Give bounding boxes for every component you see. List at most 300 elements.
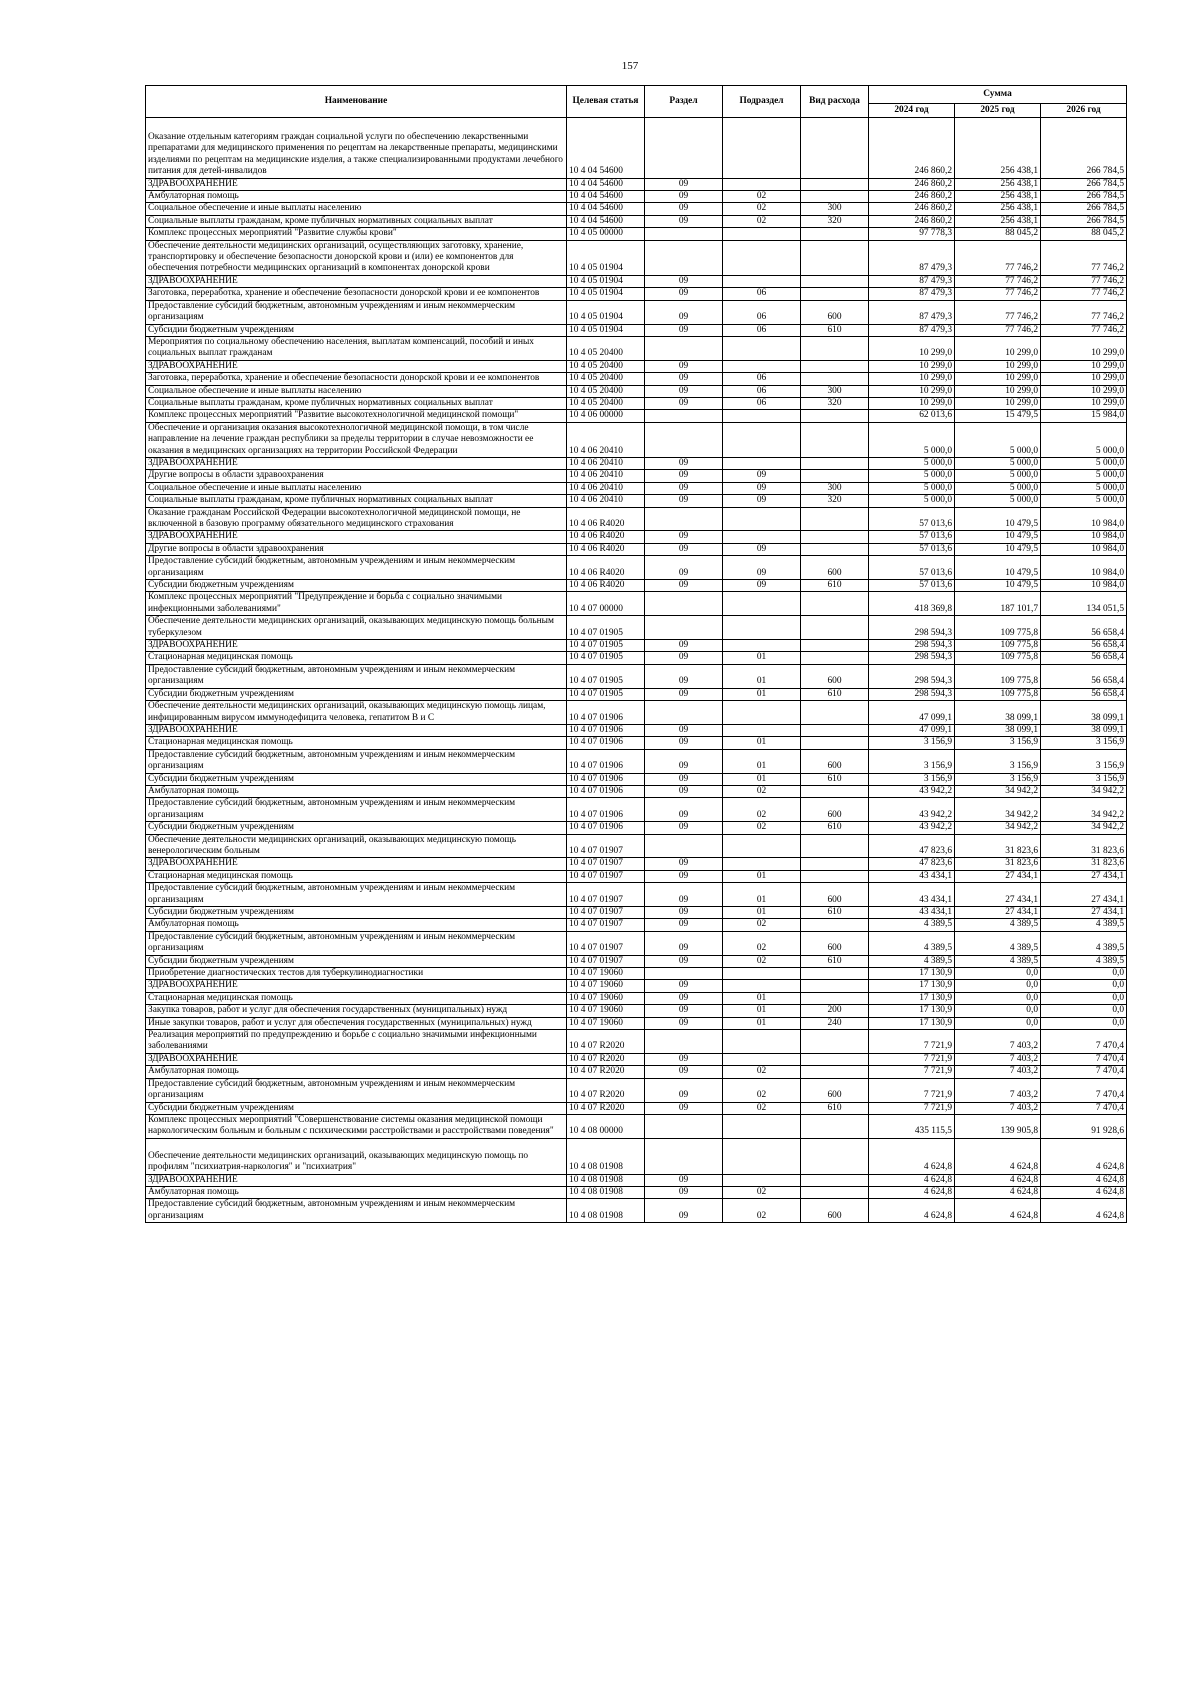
cell-name: ЗДРАВООХРАНЕНИЕ [146, 360, 567, 372]
cell-name: Амбулаторная помощь [146, 785, 567, 797]
cell-section: 09 [645, 470, 723, 482]
cell-subsection: 01 [723, 737, 801, 749]
cell-expense-type: 200 [801, 1005, 869, 1017]
cell-name: Заготовка, переработка, хранение и обеспечение безопасности донорской крови и ее компонентов [146, 373, 567, 385]
cell-sum-2026: 56 658,4 [1041, 640, 1127, 652]
cell-sum-2025: 3 156,9 [955, 737, 1041, 749]
cell-expense-type [801, 968, 869, 980]
cell-subsection: 09 [723, 543, 801, 555]
cell-target-code: 10 4 06 20410 [567, 470, 645, 482]
cell-sum-2025: 31 823,6 [955, 834, 1041, 858]
cell-expense-type: 610 [801, 822, 869, 834]
cell-expense-type [801, 275, 869, 287]
cell-sum-2026: 77 746,2 [1041, 300, 1127, 324]
cell-name: Стационарная медицинская помощь [146, 870, 567, 882]
cell-sum-2025: 34 942,2 [955, 785, 1041, 797]
cell-sum-2026: 56 658,4 [1041, 688, 1127, 700]
cell-expense-type: 600 [801, 556, 869, 580]
cell-subsection [723, 228, 801, 240]
cell-subsection: 06 [723, 300, 801, 324]
cell-name: Комплекс процессных мероприятий "Развитие службы крови" [146, 228, 567, 240]
cell-sum-2026: 0,0 [1041, 968, 1127, 980]
cell-sum-2026: 7 470,4 [1041, 1053, 1127, 1065]
cell-target-code: 10 4 07 01907 [567, 955, 645, 967]
cell-expense-type: 240 [801, 1017, 869, 1029]
cell-section: 09 [645, 191, 723, 203]
cell-section: 09 [645, 737, 723, 749]
header-2026: 2026 год [1041, 104, 1127, 118]
cell-sum-2024: 298 594,3 [869, 688, 955, 700]
cell-sum-2025: 38 099,1 [955, 701, 1041, 725]
cell-sum-2024: 57 013,6 [869, 580, 955, 592]
cell-sum-2026: 266 784,5 [1041, 203, 1127, 215]
cell-sum-2025: 187 101,7 [955, 592, 1041, 616]
cell-name: Заготовка, переработка, хранение и обеспечение безопасности донорской крови и ее компонентов [146, 288, 567, 300]
cell-target-code: 10 4 06 R4020 [567, 507, 645, 531]
cell-target-code: 10 4 07 R2020 [567, 1030, 645, 1054]
cell-sum-2024: 87 479,3 [869, 288, 955, 300]
cell-name: ЗДРАВООХРАНЕНИЕ [146, 275, 567, 287]
table-row [146, 907, 1127, 919]
cell-subsection [723, 410, 801, 422]
cell-subsection [723, 980, 801, 992]
cell-section [645, 834, 723, 858]
cell-sum-2024: 7 721,9 [869, 1066, 955, 1078]
cell-sum-2026: 5 000,0 [1041, 482, 1127, 494]
cell-sum-2025: 4 624,8 [955, 1199, 1041, 1223]
cell-subsection: 01 [723, 652, 801, 664]
cell-expense-type: 600 [801, 300, 869, 324]
cell-section [645, 507, 723, 531]
cell-subsection: 01 [723, 1017, 801, 1029]
cell-expense-type [801, 1114, 869, 1138]
cell-expense-type [801, 336, 869, 360]
cell-sum-2026: 134 051,5 [1041, 592, 1127, 616]
cell-name: Субсидии бюджетным учреждениям [146, 688, 567, 700]
cell-section: 09 [645, 1017, 723, 1029]
cell-target-code: 10 4 05 20400 [567, 385, 645, 397]
cell-name: Закупка товаров, работ и услуг для обеспечения государственных (муниципальных) нужд [146, 1005, 567, 1017]
cell-sum-2026: 88 045,2 [1041, 228, 1127, 240]
cell-sum-2026: 10 299,0 [1041, 397, 1127, 409]
cell-expense-type [801, 737, 869, 749]
cell-sum-2025: 0,0 [955, 1005, 1041, 1017]
cell-name: Обеспечение деятельности медицинских организаций, оказывающих медицинскую помощь по профилям "психиатрия-наркология" и "психиатрия" [146, 1138, 567, 1174]
cell-sum-2024: 57 013,6 [869, 531, 955, 543]
cell-sum-2026: 10 984,0 [1041, 580, 1127, 592]
cell-sum-2024: 7 721,9 [869, 1078, 955, 1102]
cell-sum-2025: 256 438,1 [955, 203, 1041, 215]
cell-target-code: 10 4 07 01905 [567, 688, 645, 700]
cell-section: 09 [645, 931, 723, 955]
cell-sum-2024: 435 115,5 [869, 1114, 955, 1138]
cell-section [645, 1138, 723, 1174]
cell-sum-2026: 3 156,9 [1041, 749, 1127, 773]
cell-subsection: 02 [723, 931, 801, 955]
cell-sum-2026: 4 624,8 [1041, 1199, 1127, 1223]
table-row [146, 543, 1127, 555]
cell-sum-2025: 4 389,5 [955, 955, 1041, 967]
cell-subsection: 09 [723, 495, 801, 507]
cell-sum-2025: 5 000,0 [955, 482, 1041, 494]
cell-sum-2024: 47 099,1 [869, 701, 955, 725]
cell-sum-2026: 10 984,0 [1041, 507, 1127, 531]
cell-expense-type [801, 288, 869, 300]
cell-sum-2024: 4 624,8 [869, 1174, 955, 1186]
table-row [146, 178, 1127, 190]
cell-sum-2024: 5 000,0 [869, 495, 955, 507]
table-row [146, 240, 1127, 275]
cell-section [645, 228, 723, 240]
cell-sum-2026: 38 099,1 [1041, 724, 1127, 736]
cell-sum-2025: 10 299,0 [955, 397, 1041, 409]
table-row [146, 385, 1127, 397]
table-row [146, 531, 1127, 543]
table-row [146, 203, 1127, 215]
cell-section [645, 118, 723, 179]
cell-expense-type [801, 1174, 869, 1186]
cell-sum-2025: 7 403,2 [955, 1053, 1041, 1065]
cell-sum-2025: 34 942,2 [955, 822, 1041, 834]
cell-sum-2026: 4 624,8 [1041, 1186, 1127, 1198]
table-row [146, 664, 1127, 688]
cell-target-code: 10 4 07 01905 [567, 616, 645, 640]
cell-target-code: 10 4 05 00000 [567, 228, 645, 240]
cell-sum-2026: 266 784,5 [1041, 215, 1127, 227]
cell-sum-2026: 7 470,4 [1041, 1078, 1127, 1102]
cell-sum-2025: 7 403,2 [955, 1030, 1041, 1054]
cell-expense-type: 320 [801, 397, 869, 409]
cell-sum-2025: 4 624,8 [955, 1186, 1041, 1198]
cell-target-code: 10 4 05 01904 [567, 288, 645, 300]
cell-sum-2026: 27 434,1 [1041, 870, 1127, 882]
cell-expense-type: 600 [801, 931, 869, 955]
cell-sum-2024: 7 721,9 [869, 1053, 955, 1065]
cell-sum-2025: 109 775,8 [955, 640, 1041, 652]
table-row [146, 919, 1127, 931]
cell-name: Обеспечение деятельности медицинских организаций, оказывающих медицинскую помощь венерологическим больным [146, 834, 567, 858]
table-row [146, 773, 1127, 785]
cell-sum-2024: 43 434,1 [869, 907, 955, 919]
cell-sum-2024: 298 594,3 [869, 616, 955, 640]
cell-subsection: 02 [723, 191, 801, 203]
cell-sum-2025: 109 775,8 [955, 688, 1041, 700]
cell-target-code: 10 4 07 01907 [567, 858, 645, 870]
cell-target-code: 10 4 07 19060 [567, 980, 645, 992]
cell-subsection [723, 360, 801, 372]
cell-target-code: 10 4 05 20400 [567, 336, 645, 360]
cell-target-code: 10 4 06 R4020 [567, 531, 645, 543]
table-row [146, 1066, 1127, 1078]
cell-expense-type [801, 543, 869, 555]
cell-subsection: 02 [723, 919, 801, 931]
cell-section: 09 [645, 580, 723, 592]
cell-sum-2026: 4 624,8 [1041, 1174, 1127, 1186]
cell-name: Мероприятия по социальному обеспечению населения, выплатам компенсаций, пособий и иных социальных выплат гражданам [146, 336, 567, 360]
cell-subsection [723, 858, 801, 870]
cell-target-code: 10 4 06 20410 [567, 457, 645, 469]
cell-subsection: 01 [723, 1005, 801, 1017]
cell-sum-2026: 77 746,2 [1041, 324, 1127, 336]
cell-target-code: 10 4 07 R2020 [567, 1066, 645, 1078]
cell-subsection: 02 [723, 1078, 801, 1102]
table-row [146, 360, 1127, 372]
cell-sum-2025: 109 775,8 [955, 616, 1041, 640]
table-row [146, 968, 1127, 980]
cell-section: 09 [645, 300, 723, 324]
table-row [146, 640, 1127, 652]
cell-section: 09 [645, 1005, 723, 1017]
cell-sum-2025: 10 479,5 [955, 531, 1041, 543]
cell-sum-2024: 298 594,3 [869, 652, 955, 664]
cell-sum-2026: 266 784,5 [1041, 178, 1127, 190]
cell-section [645, 592, 723, 616]
cell-sum-2025: 15 479,5 [955, 410, 1041, 422]
cell-name: Реализация мероприятий по предупреждению и борьбе с социально значимыми инфекционными заболеваниями [146, 1030, 567, 1054]
cell-sum-2025: 256 438,1 [955, 215, 1041, 227]
table-row [146, 1199, 1127, 1223]
cell-sum-2024: 246 860,2 [869, 203, 955, 215]
cell-expense-type: 300 [801, 203, 869, 215]
cell-sum-2024: 87 479,3 [869, 324, 955, 336]
table-row [146, 275, 1127, 287]
cell-section: 09 [645, 385, 723, 397]
cell-subsection [723, 1030, 801, 1054]
table-row [146, 470, 1127, 482]
cell-section [645, 240, 723, 275]
cell-subsection: 06 [723, 288, 801, 300]
cell-target-code: 10 4 07 00000 [567, 592, 645, 616]
cell-expense-type [801, 1066, 869, 1078]
cell-sum-2024: 246 860,2 [869, 178, 955, 190]
header-expense: Вид расхода [801, 86, 869, 118]
table-row [146, 1186, 1127, 1198]
cell-sum-2026: 4 389,5 [1041, 955, 1127, 967]
cell-name: Предоставление субсидий бюджетным, автономным учреждениям и иным некоммерческим организациям [146, 798, 567, 822]
cell-section: 09 [645, 724, 723, 736]
cell-name: Социальные выплаты гражданам, кроме публичных нормативных социальных выплат [146, 215, 567, 227]
cell-sum-2024: 246 860,2 [869, 118, 955, 179]
cell-sum-2026: 34 942,2 [1041, 822, 1127, 834]
cell-name: ЗДРАВООХРАНЕНИЕ [146, 858, 567, 870]
cell-section: 09 [645, 178, 723, 190]
cell-section: 09 [645, 955, 723, 967]
cell-target-code: 10 4 07 01907 [567, 883, 645, 907]
cell-subsection [723, 240, 801, 275]
table-body [146, 118, 1127, 1223]
cell-expense-type [801, 191, 869, 203]
table-row [146, 955, 1127, 967]
cell-subsection [723, 640, 801, 652]
cell-subsection: 06 [723, 373, 801, 385]
cell-subsection [723, 118, 801, 179]
cell-sum-2024: 43 942,2 [869, 798, 955, 822]
cell-section: 09 [645, 664, 723, 688]
cell-expense-type [801, 1030, 869, 1054]
cell-subsection [723, 1114, 801, 1138]
cell-sum-2025: 77 746,2 [955, 275, 1041, 287]
cell-name: Субсидии бюджетным учреждениям [146, 773, 567, 785]
table-row [146, 980, 1127, 992]
cell-sum-2026: 56 658,4 [1041, 616, 1127, 640]
table-row [146, 737, 1127, 749]
cell-sum-2024: 5 000,0 [869, 457, 955, 469]
table-row [146, 457, 1127, 469]
cell-sum-2026: 27 434,1 [1041, 907, 1127, 919]
cell-target-code: 10 4 07 19060 [567, 1017, 645, 1029]
cell-expense-type [801, 1186, 869, 1198]
table-row [146, 495, 1127, 507]
cell-name: Другие вопросы в области здравоохранения [146, 543, 567, 555]
table-row [146, 397, 1127, 409]
cell-sum-2024: 62 013,6 [869, 410, 955, 422]
cell-expense-type: 600 [801, 1199, 869, 1223]
cell-expense-type [801, 724, 869, 736]
table-row [146, 858, 1127, 870]
cell-section: 09 [645, 907, 723, 919]
cell-sum-2026: 10 984,0 [1041, 531, 1127, 543]
cell-expense-type: 300 [801, 482, 869, 494]
cell-sum-2025: 10 479,5 [955, 543, 1041, 555]
cell-sum-2025: 77 746,2 [955, 240, 1041, 275]
cell-sum-2025: 4 389,5 [955, 931, 1041, 955]
cell-sum-2024: 43 942,2 [869, 785, 955, 797]
cell-target-code: 10 4 07 R2020 [567, 1078, 645, 1102]
cell-name: Обеспечение и организация оказания высокотехнологичной медицинской помощи, в том числе направление на лечение граждан республики за пределы территории в случае невозможности ее оказания в медицинских организациях на территории Российской Федерации [146, 422, 567, 457]
cell-expense-type [801, 834, 869, 858]
cell-sum-2026: 34 942,2 [1041, 798, 1127, 822]
cell-name: Предоставление субсидий бюджетным, автономным учреждениям и иным некоммерческим организациям [146, 556, 567, 580]
cell-subsection: 01 [723, 773, 801, 785]
cell-sum-2026: 7 470,4 [1041, 1030, 1127, 1054]
cell-subsection [723, 178, 801, 190]
cell-name: Оказание гражданам Российской Федерации высокотехнологичной медицинской помощи, не включенной в базовую программу обязательного медицинского страхования [146, 507, 567, 531]
cell-sum-2026: 5 000,0 [1041, 470, 1127, 482]
cell-sum-2025: 139 905,8 [955, 1114, 1041, 1138]
cell-sum-2025: 10 299,0 [955, 336, 1041, 360]
cell-name: Субсидии бюджетным учреждениям [146, 822, 567, 834]
cell-name: ЗДРАВООХРАНЕНИЕ [146, 724, 567, 736]
cell-sum-2026: 10 984,0 [1041, 556, 1127, 580]
table-row [146, 288, 1127, 300]
cell-sum-2024: 87 479,3 [869, 300, 955, 324]
cell-name: Комплекс процессных мероприятий "Совершенствование системы оказания медицинской помощи наркологическим больным и больным с психическими расстройствами и расстройствами поведения" [146, 1114, 567, 1138]
cell-name: Приобретение диагностических тестов для туберкулинодиагностики [146, 968, 567, 980]
cell-target-code: 10 4 05 01904 [567, 300, 645, 324]
table-row [146, 507, 1127, 531]
cell-sum-2026: 31 823,6 [1041, 858, 1127, 870]
table-row [146, 749, 1127, 773]
cell-target-code: 10 4 06 20410 [567, 495, 645, 507]
cell-sum-2026: 0,0 [1041, 1005, 1127, 1017]
cell-section [645, 410, 723, 422]
header-name: Наименование [146, 86, 567, 118]
cell-section: 09 [645, 397, 723, 409]
table-row [146, 482, 1127, 494]
cell-name: Субсидии бюджетным учреждениям [146, 324, 567, 336]
cell-sum-2024: 246 860,2 [869, 191, 955, 203]
cell-name: Предоставление субсидий бюджетным, автономным учреждениям и иным некоммерческим организациям [146, 749, 567, 773]
cell-sum-2024: 7 721,9 [869, 1102, 955, 1114]
cell-sum-2025: 5 000,0 [955, 470, 1041, 482]
cell-expense-type: 610 [801, 688, 869, 700]
cell-name: Предоставление субсидий бюджетным, автономным учреждениям и иным некоммерческим организациям [146, 1078, 567, 1102]
cell-sum-2026: 266 784,5 [1041, 118, 1127, 179]
table-row [146, 1017, 1127, 1029]
cell-expense-type [801, 360, 869, 372]
cell-target-code: 10 4 07 01906 [567, 749, 645, 773]
cell-sum-2025: 27 434,1 [955, 883, 1041, 907]
cell-target-code: 10 4 07 R2020 [567, 1102, 645, 1114]
cell-target-code: 10 4 05 20400 [567, 373, 645, 385]
cell-section: 09 [645, 773, 723, 785]
cell-name: Обеспечение деятельности медицинских организаций, оказывающих медицинскую помощь больным туберкулезом [146, 616, 567, 640]
cell-sum-2026: 91 928,6 [1041, 1114, 1127, 1138]
table-row [146, 701, 1127, 725]
cell-target-code: 10 4 05 01904 [567, 275, 645, 287]
table-row [146, 556, 1127, 580]
header-sum: Сумма [869, 86, 1127, 104]
table-row [146, 1078, 1127, 1102]
cell-expense-type [801, 980, 869, 992]
table-row [146, 1174, 1127, 1186]
cell-section: 09 [645, 688, 723, 700]
cell-name: Предоставление субсидий бюджетным, автономным учреждениям и иным некоммерческим организациям [146, 300, 567, 324]
cell-expense-type: 600 [801, 749, 869, 773]
cell-sum-2026: 10 299,0 [1041, 373, 1127, 385]
cell-section: 09 [645, 215, 723, 227]
cell-expense-type: 600 [801, 664, 869, 688]
cell-name: Социальное обеспечение и иные выплаты населению [146, 482, 567, 494]
cell-sum-2024: 5 000,0 [869, 470, 955, 482]
cell-sum-2026: 77 746,2 [1041, 275, 1127, 287]
cell-subsection: 02 [723, 1102, 801, 1114]
cell-expense-type [801, 992, 869, 1004]
cell-sum-2024: 3 156,9 [869, 749, 955, 773]
cell-subsection [723, 531, 801, 543]
cell-sum-2026: 10 299,0 [1041, 336, 1127, 360]
cell-target-code: 10 4 07 01905 [567, 640, 645, 652]
cell-sum-2025: 27 434,1 [955, 870, 1041, 882]
cell-sum-2025: 34 942,2 [955, 798, 1041, 822]
cell-sum-2025: 0,0 [955, 968, 1041, 980]
cell-name: Социальное обеспечение и иные выплаты населению [146, 203, 567, 215]
cell-subsection [723, 507, 801, 531]
cell-expense-type: 300 [801, 385, 869, 397]
cell-sum-2024: 10 299,0 [869, 397, 955, 409]
cell-sum-2024: 43 434,1 [869, 870, 955, 882]
cell-sum-2024: 43 434,1 [869, 883, 955, 907]
cell-section [645, 1114, 723, 1138]
cell-sum-2025: 0,0 [955, 992, 1041, 1004]
cell-name: ЗДРАВООХРАНЕНИЕ [146, 178, 567, 190]
cell-sum-2026: 15 984,0 [1041, 410, 1127, 422]
cell-name: Другие вопросы в области здравоохранения [146, 470, 567, 482]
cell-sum-2026: 38 099,1 [1041, 701, 1127, 725]
table-row [146, 688, 1127, 700]
cell-name: Социальные выплаты гражданам, кроме публичных нормативных социальных выплат [146, 397, 567, 409]
cell-subsection [723, 1138, 801, 1174]
cell-name: Амбулаторная помощь [146, 191, 567, 203]
cell-sum-2024: 57 013,6 [869, 556, 955, 580]
cell-section: 09 [645, 1053, 723, 1065]
table-row [146, 410, 1127, 422]
table-row [146, 1102, 1127, 1114]
table-row [146, 883, 1127, 907]
cell-name: Стационарная медицинская помощь [146, 737, 567, 749]
cell-subsection [723, 1053, 801, 1065]
cell-expense-type [801, 870, 869, 882]
